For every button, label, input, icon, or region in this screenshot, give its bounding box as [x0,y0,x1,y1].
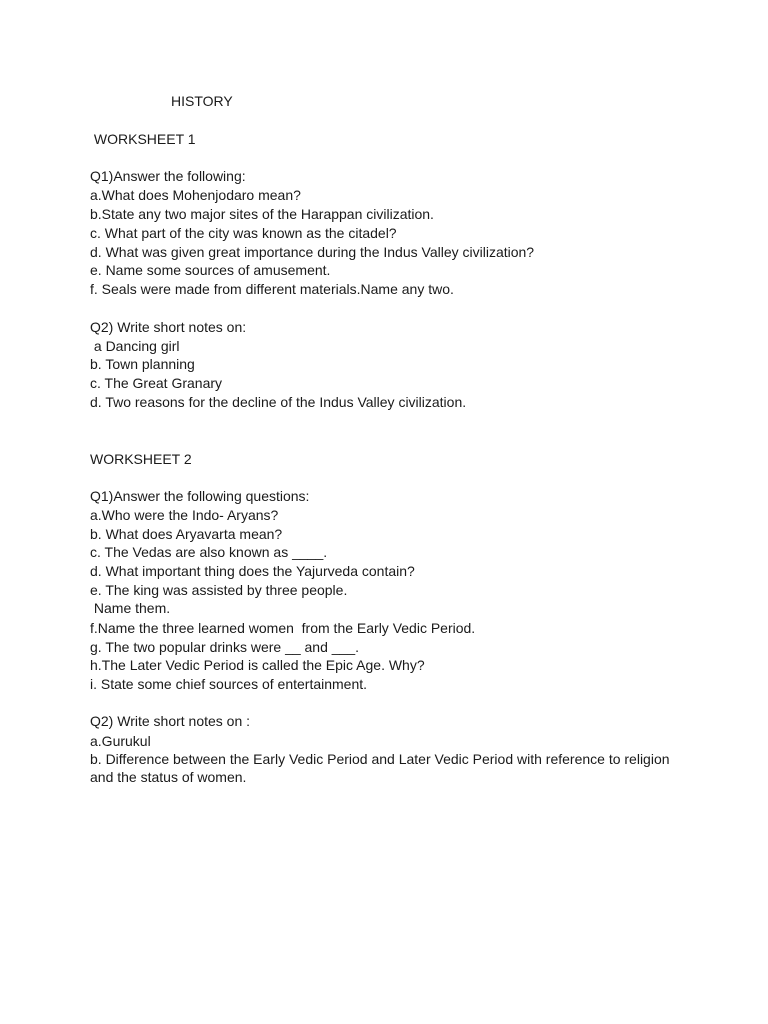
ws1-q2-prompt: Q2) Write short notes on: [90,319,247,335]
ws1-q1-item: e. Name some sources of amusement. [90,262,331,278]
ws1-q1-item: b.State any two major sites of the Harappan civilization. [90,206,434,222]
ws1-q1-item: c. What part of the city was known as the citadel? [90,225,397,241]
ws1-q2-item: d. Two reasons for the decline of the Indus Valley civilization. [90,394,467,410]
ws2-q1-item: i. State some chief sources of entertainment. [90,676,368,692]
ws2-q1-item: c. The Vedas are also known as ____. [90,544,328,560]
ws2-q1-prompt: Q1)Answer the following questions: [90,488,310,504]
ws2-q2-item: a.Gurukul [90,733,151,749]
ws2-q1-item: Name them. [90,600,171,616]
ws1-q2-item: b. Town planning [90,356,195,372]
page-title: HISTORY [171,93,233,109]
ws1-q1-prompt: Q1)Answer the following: [90,168,246,184]
ws1-q1-item: a.What does Mohenjodaro mean? [90,187,301,203]
ws2-q1-item: g. The two popular drinks were __ and ___. [90,639,360,655]
ws2-q1-item: d. What important thing does the Yajurveda contain? [90,563,415,579]
ws1-q2-item: c. The Great Granary [90,375,223,391]
ws1-q2-item: a Dancing girl [90,338,180,354]
ws2-q1-item: e. The king was assisted by three people. [90,582,348,598]
worksheet-1-heading: WORKSHEET 1 [90,131,196,147]
ws1-q1-item: f. Seals were made from different materials.Name any two. [90,281,454,297]
ws2-q1-item: b. What does Aryavarta mean? [90,526,283,542]
ws2-q1-item: h.The Later Vedic Period is called the Epic Age. Why? [90,657,425,673]
ws2-q1-item: f.Name the three learned women from the Early Vedic Period. [90,620,476,636]
ws2-q2-item: b. Difference between the Early Vedic Period and Later Vedic Period with reference to religion and the status of women. [90,751,670,785]
worksheet-2-heading: WORKSHEET 2 [90,451,192,467]
ws2-q1-item: a.Who were the Indo- Aryans? [90,507,279,523]
ws2-q2-prompt: Q2) Write short notes on : [90,713,251,729]
ws1-q1-item: d. What was given great importance during the Indus Valley civilization? [90,244,535,260]
